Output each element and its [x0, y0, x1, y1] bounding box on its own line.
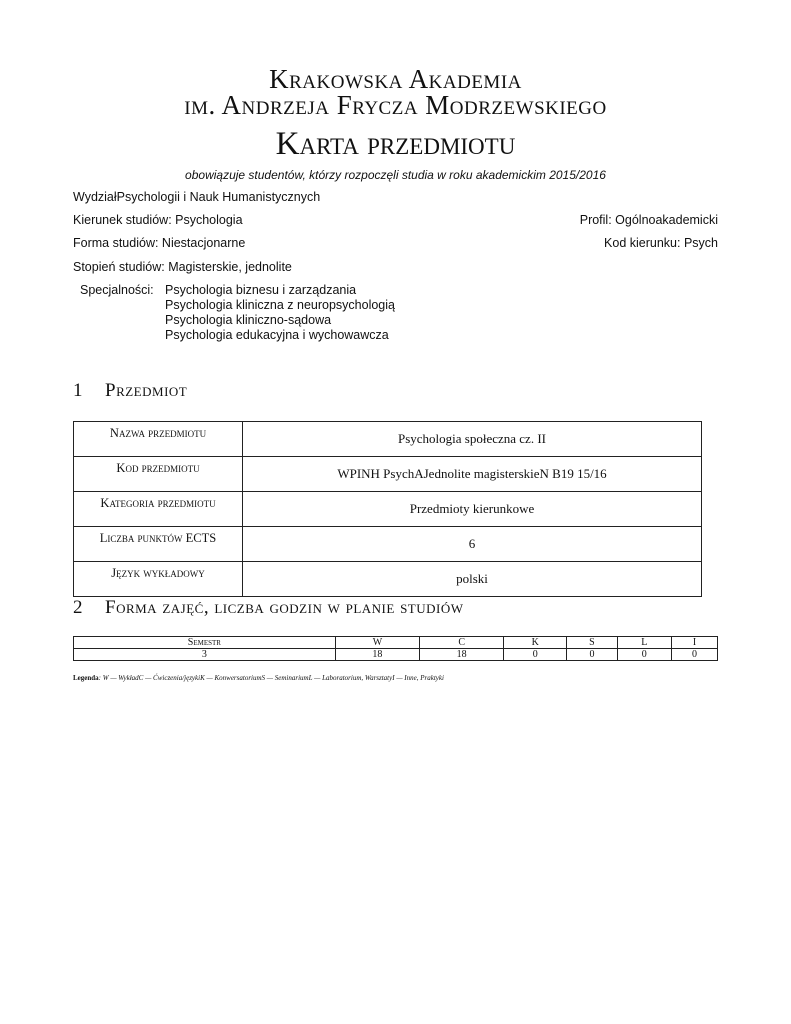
- legend-label: Legenda: [73, 674, 99, 682]
- specialization-item: Psychologia biznesu i zarządzania: [165, 283, 357, 297]
- section-1-heading: [73, 380, 187, 402]
- profile: Profil: Ogólnoakademicki: [579, 213, 718, 227]
- table-key: Liczba punktów ECTS: [74, 527, 243, 562]
- table-key: Kategoria przedmiotu: [74, 492, 243, 527]
- table-cell: 18: [420, 649, 504, 661]
- table-row: [74, 649, 718, 661]
- specializations-list: [165, 283, 395, 343]
- table-row: [74, 457, 702, 492]
- field-of-study: Kierunek studiów: Psychologia: [73, 213, 243, 227]
- table-cell: 0: [567, 649, 617, 661]
- institution-name-line2: im. Andrzeja Frycza Modrzewskiego: [184, 90, 607, 120]
- hours-table: [73, 636, 718, 661]
- table-value: Przedmioty kierunkowe: [243, 492, 702, 527]
- table-cell: 18: [335, 649, 419, 661]
- document-header: [0, 66, 791, 182]
- table-header-row: [74, 637, 718, 649]
- column-header: Semestr: [74, 637, 336, 649]
- subject-table: [73, 421, 702, 597]
- column-header: C: [420, 637, 504, 649]
- table-value: WPINH PsychAJednolite magisterskieN B19 15/16: [243, 457, 702, 492]
- table-cell: 0: [672, 649, 718, 661]
- section-number: 2: [73, 597, 83, 618]
- column-header: S: [567, 637, 617, 649]
- table-value: Psychologia społeczna cz. II: [243, 422, 702, 457]
- table-cell: 0: [504, 649, 567, 661]
- table-row: [74, 562, 702, 597]
- section-2-heading: [73, 597, 464, 619]
- table-cell: 0: [617, 649, 671, 661]
- section-number: 1: [73, 380, 83, 401]
- field-code: Kod kierunku: Psych: [604, 236, 718, 250]
- table-row: [74, 422, 702, 457]
- section-title: Forma zajęć, liczba godzin w planie studiów: [105, 597, 464, 618]
- table-row: [74, 527, 702, 562]
- study-form: Forma studiów: Niestacjonarne: [73, 236, 246, 250]
- column-header: I: [672, 637, 718, 649]
- document-subtitle: obowiązuje studentów, którzy rozpoczęli studia w roku akademickim 2015/2016: [185, 168, 606, 182]
- legend-text: : W — WykładC — Ćwiczenia/językiK — KonwersatoriumS — SeminariumL — Laboratorium, WarsztatyI — Inne, Praktyki: [98, 674, 444, 682]
- specialization-item: Psychologia edukacyjna i wychowawcza: [165, 328, 389, 342]
- table-key: Kod przedmiotu: [74, 457, 243, 492]
- legend: [73, 674, 444, 682]
- specializations-label: Specjalności:: [80, 283, 154, 297]
- table-cell: 3: [74, 649, 336, 661]
- table-value: 6: [243, 527, 702, 562]
- table-row: [74, 492, 702, 527]
- study-level: Stopień studiów: Magisterskie, jednolite: [73, 260, 292, 274]
- faculty: WydziałPsychologii i Nauk Humanistycznych: [73, 190, 321, 204]
- table-value: polski: [243, 562, 702, 597]
- table-key: Nazwa przedmiotu: [74, 422, 243, 457]
- column-header: K: [504, 637, 567, 649]
- document-title: Karta przedmiotu: [275, 126, 516, 162]
- section-title: Przedmiot: [105, 380, 188, 401]
- specialization-item: Psychologia kliniczno-sądowa: [165, 313, 332, 327]
- column-header: W: [335, 637, 419, 649]
- table-key: Język wykładowy: [74, 562, 243, 597]
- column-header: L: [617, 637, 671, 649]
- specialization-item: Psychologia kliniczna z neuropsychologią: [165, 298, 395, 312]
- institution-name-line1: Krakowska Akademia: [269, 64, 522, 94]
